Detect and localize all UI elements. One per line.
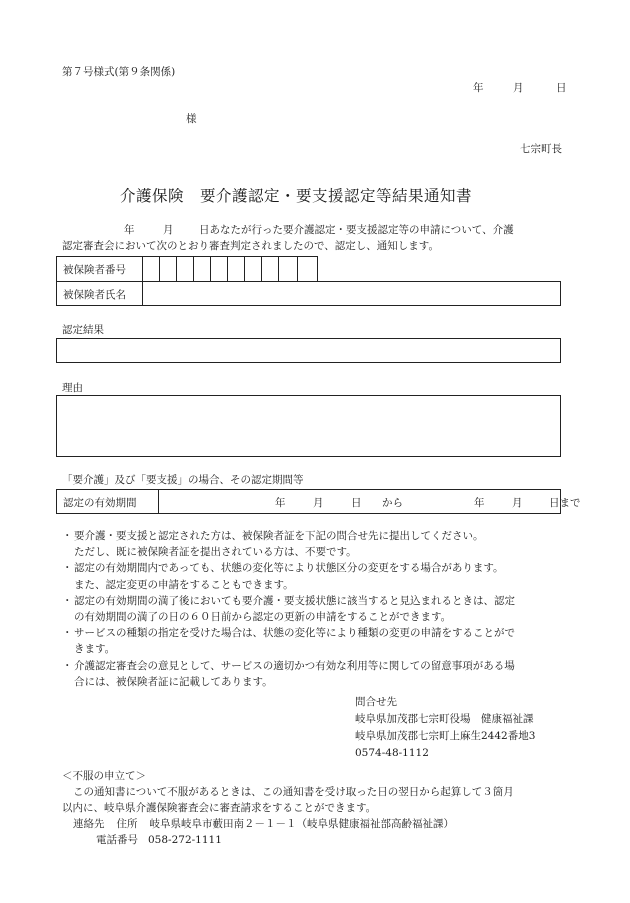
validity-period-label: 認定の有効期間	[63, 497, 137, 509]
validity-period-row	[56, 489, 581, 514]
to-year: 年	[474, 497, 485, 509]
note-line: 介護認定審査会の意見として、サービスの適切かつ有効な利用等に関しての留意事項がある場	[74, 659, 515, 672]
contact-phone: 0574-48-1112	[355, 747, 429, 759]
contact-heading: 問合せ先	[355, 696, 397, 708]
note-bullet: ・	[62, 627, 73, 640]
appeal-contact-label: 連絡先	[73, 818, 105, 830]
from-day: 日	[351, 497, 362, 509]
insured-name-field[interactable]	[143, 282, 560, 305]
insured-number-digit-10[interactable]	[298, 257, 317, 281]
validity-period-label-cell	[57, 490, 159, 513]
intro-line-1: 日あなたが行った要介護認定・要支援認定等の申請について、介護	[199, 224, 514, 236]
insured-number-digit-1[interactable]	[143, 257, 160, 281]
insured-number-digit-3[interactable]	[177, 257, 194, 281]
date-day-label: 日	[556, 82, 567, 94]
note-bullet: ・	[62, 530, 73, 542]
form-number: 第７号様式(第９条関係)	[62, 66, 176, 78]
intro-month-label: 月	[163, 224, 174, 236]
appeal-phone: 058-272-1111	[148, 834, 222, 846]
appeal-line-2: 以内に、岐阜県介護保険審査会に審査請求をすることができます。	[62, 802, 377, 814]
note-item	[62, 593, 572, 625]
insured-name-label-cell	[57, 282, 143, 305]
insured-number-digit-8[interactable]	[262, 257, 279, 281]
note-line: 要介護・要支援と認定された方は、被保険者証を下記の問合せ先に提出してください。	[74, 530, 484, 542]
appeal-phone-row	[62, 832, 572, 848]
note-line: きます。	[74, 643, 116, 656]
note-item	[62, 658, 572, 690]
to-day: 日まで	[549, 497, 581, 509]
appeal-phone-label: 電話番号	[96, 834, 138, 846]
notes-list	[62, 528, 572, 690]
validity-period-field[interactable]	[159, 490, 581, 513]
intro-line-2: 認定審査会において次のとおり審査判定されましたので、認定し、通知します。	[62, 240, 439, 252]
note-line: サービスの種類の指定を受けた場合は、状態の変化等により種類の変更の申請をすることがで	[74, 627, 515, 640]
appeal-heading: ＜不服の申立て＞	[62, 770, 146, 782]
reason-field[interactable]	[56, 395, 561, 457]
issuer-name: 七宗町長	[520, 143, 562, 155]
note-bullet: ・	[62, 562, 73, 575]
insured-number-digit-9[interactable]	[279, 257, 298, 281]
result-field[interactable]	[56, 338, 561, 363]
document-title: 介護保険 要介護認定・要支援認定等結果通知書	[120, 187, 473, 205]
to-month: 月	[512, 497, 523, 509]
insured-number-digit-5[interactable]	[211, 257, 228, 281]
intro-year-label: 年	[124, 224, 135, 236]
date-year-label: 年	[473, 82, 484, 94]
note-line: の有効期間の満了の日の６０日前から認定の更新の申請をすることができます。	[74, 611, 452, 624]
insured-number-label: 被保険者番号	[63, 264, 126, 276]
note-item	[62, 625, 572, 657]
note-line: 合には、被保険者証に記載してあります。	[74, 675, 273, 688]
note-bullet: ・	[62, 594, 73, 607]
insured-number-digit-4[interactable]	[194, 257, 211, 281]
insured-number-digit-2[interactable]	[160, 257, 177, 281]
insured-number-row	[56, 256, 318, 281]
contact-block	[355, 694, 535, 762]
note-line: ただし、既に被保険者証を提出されている方は、不要です。	[74, 546, 357, 559]
date-month-label: 月	[513, 82, 524, 94]
appeal-line-1: この通知書について不服があるときは、この通知書を受け取った日の翌日から起算して３箇月	[73, 786, 514, 798]
from-month: 月	[313, 497, 324, 509]
note-line: 認定の有効期間の満了後においても要介護・要支援状態に該当すると見込まれるときは、認定	[74, 594, 515, 607]
insured-number-label-cell	[57, 257, 143, 281]
insured-number-digit-7[interactable]	[245, 257, 262, 281]
appeal-address: 岐阜県岐阜市藪田南２－１－１（岐阜県健康福祉部高齢福祉課）	[149, 818, 454, 830]
note-item	[62, 560, 572, 592]
appeal-address-label: 住所	[116, 818, 138, 830]
contact-office: 岐阜県加茂郡七宗町役場 健康福祉課	[355, 713, 534, 725]
note-line: 認定の有効期間内であっても、状態の変化等により状態区分の変更をする場合があります。	[74, 562, 504, 575]
note-line: また、認定変更の申請をすることもできます。	[74, 578, 294, 591]
recipient-suffix: 様	[186, 113, 197, 125]
note-item	[62, 528, 572, 560]
from-year: 年	[275, 497, 286, 509]
insured-number-digit-6[interactable]	[228, 257, 245, 281]
period-heading: 「要介護」及び「要支援」の場合、その認定期間等	[62, 474, 304, 486]
reason-label: 理由	[62, 382, 83, 394]
insured-name-label: 被保険者氏名	[63, 289, 126, 301]
appeal-contact-row	[62, 816, 572, 832]
insured-name-row	[56, 281, 561, 306]
appeal-section	[62, 768, 572, 848]
contact-address: 岐阜県加茂郡七宗町上麻生2442番地3	[355, 730, 536, 742]
from-word: から	[382, 497, 403, 509]
note-bullet: ・	[62, 659, 73, 672]
result-label: 認定結果	[62, 324, 104, 336]
